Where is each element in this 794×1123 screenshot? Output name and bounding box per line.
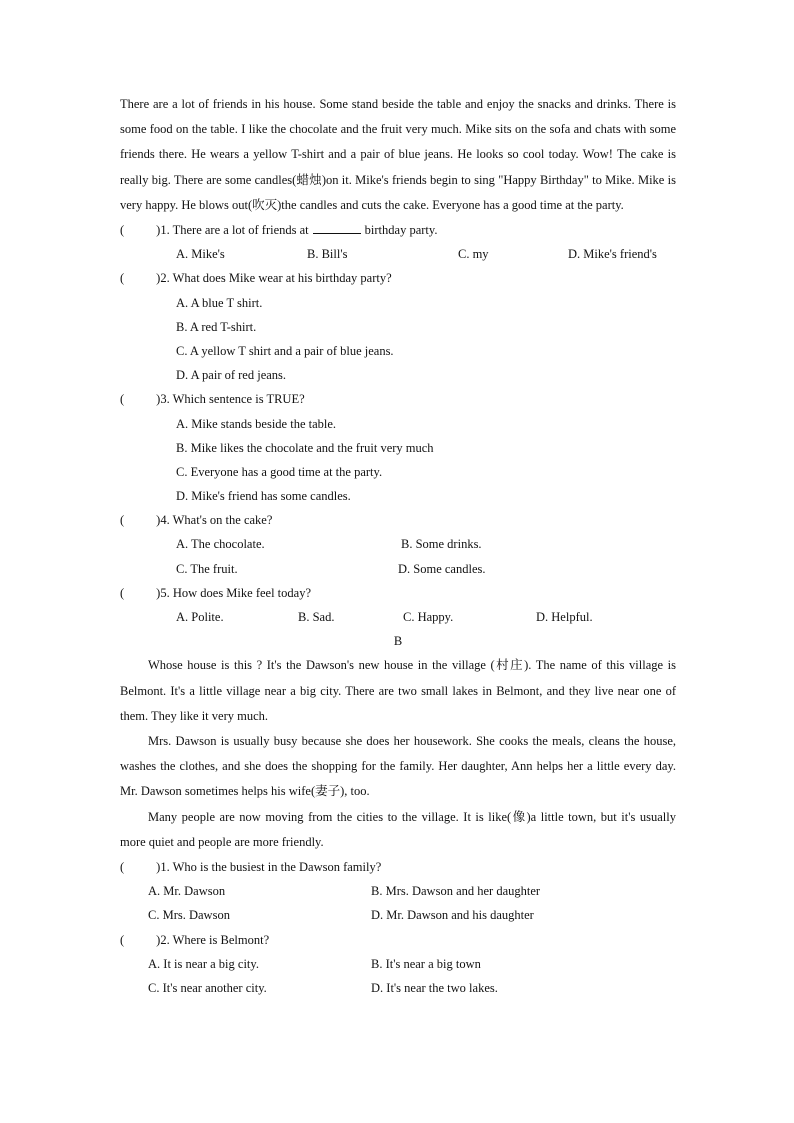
option-b: B. Mrs. Dawson and her daughter [371, 884, 541, 899]
answer-paren: ( ) [120, 223, 161, 238]
question-stem: 4. What's on the cake? [160, 513, 273, 528]
option-c: C. Everyone has a good time at the party. [176, 464, 383, 479]
option-d: D. Mike's friend has some candles. [176, 489, 351, 504]
question-stem: 2. Where is Belmont? [160, 932, 270, 947]
question-a1 [120, 218, 676, 242]
options-row [120, 605, 676, 629]
passage-b-paragraph-3: Many people are now moving from the cities to the village. It is like(像)a little town, but it's usually more quiet and people are more friendly. [120, 809, 676, 849]
answer-blank [313, 221, 361, 234]
option-d: D. It's near the two lakes. [371, 980, 498, 995]
option-c: C. A yellow T shirt and a pair of blue jeans. [176, 343, 394, 358]
option-d: D. Mike's friend's [568, 247, 657, 262]
passage-b-paragraph-2: Mrs. Dawson is usually busy because she does her housework. She cooks the meals, cleans the house, washes the clothes, and she does the shopping for the family. Her daughter, Ann helps her a little every day. Mr. Dawson sometimes helps his wife(妻子), too. [120, 734, 676, 799]
question-b2 [120, 928, 676, 952]
option-c: C. my [458, 247, 489, 262]
option-b: B. Mike likes the chocolate and the fruit very much [176, 440, 434, 455]
option-b: B. Some drinks. [401, 537, 482, 552]
options-row [120, 976, 676, 1000]
options-row [120, 952, 676, 976]
option-c: C. The fruit. [176, 561, 238, 576]
question-stem: 2. What does Mike wear at his birthday party? [160, 271, 392, 286]
option-a: A. Mike's [176, 247, 225, 262]
passage-a: There are a lot of friends in his house. Some stand beside the table and enjoy the snacks and drinks. There is some food on the table. I like the chocolate and the fruit very much. Mike sits on the sofa and chats with some friends there. He wears a yellow T-shirt and a pair of blue jeans. He looks so cool today. Wow! The cake is really big. There are some candles(蜡烛)on it. Mike's friends begin to sing "Happy Birthday" to Mike. Mike is very happy. He blows out(吹灭)the candles and cuts the cake. Everyone has a good time at the party. [120, 97, 676, 212]
option-a: A. A blue T shirt. [176, 295, 263, 310]
option-b: B. Bill's [307, 247, 348, 262]
question-stem: 1. There are a lot of friends at birthday party. [160, 223, 438, 238]
answer-paren: ( ) [120, 392, 161, 407]
option-a: A. Mike stands beside the table. [176, 416, 337, 431]
section-b-heading: B [393, 634, 403, 649]
question-stem: 1. Who is the busiest in the Dawson family? [160, 860, 382, 875]
option-d: D. Helpful. [536, 610, 593, 625]
options-row [120, 242, 676, 266]
option-a: A. The chocolate. [176, 537, 265, 552]
answer-paren: ( ) [120, 271, 161, 286]
answer-paren: ( ) [120, 513, 161, 528]
options-row [120, 557, 676, 581]
option-b: B. It's near a big town [371, 956, 481, 971]
worksheet-page [120, 92, 676, 1000]
question-a3 [120, 387, 676, 411]
option-a: A. Polite. [176, 610, 224, 625]
question-a4 [120, 508, 676, 532]
option-b: B. A red T-shirt. [176, 319, 257, 334]
question-a2 [120, 266, 676, 290]
option-d: D. Mr. Dawson and his daughter [371, 908, 534, 923]
option-c: C. Mrs. Dawson [148, 908, 230, 923]
option-d: D. A pair of red jeans. [176, 368, 287, 383]
options-row [120, 879, 676, 903]
option-a: A. Mr. Dawson [148, 884, 226, 899]
option-c: C. It's near another city. [148, 980, 267, 995]
passage-b-paragraph-1: Whose house is this ? It's the Dawson's new house in the village (村庄). The name of this village is Belmont. It's a little village near a big city. There are two small lakes in Belmont, and they live near one of them. They like it very much. [120, 658, 676, 723]
answer-paren: ( ) [120, 585, 161, 600]
question-stem: 5. How does Mike feel today? [160, 585, 311, 600]
options-row [120, 532, 676, 556]
answer-paren: ( ) [120, 932, 161, 947]
option-d: D. Some candles. [398, 561, 486, 576]
answer-paren: ( ) [120, 860, 161, 875]
question-stem: 3. Which sentence is TRUE? [160, 392, 305, 407]
question-b1 [120, 855, 676, 879]
option-b: B. Sad. [298, 610, 335, 625]
option-a: A. It is near a big city. [148, 956, 259, 971]
question-a5 [120, 581, 676, 605]
options-row [120, 903, 676, 927]
option-c: C. Happy. [403, 610, 454, 625]
